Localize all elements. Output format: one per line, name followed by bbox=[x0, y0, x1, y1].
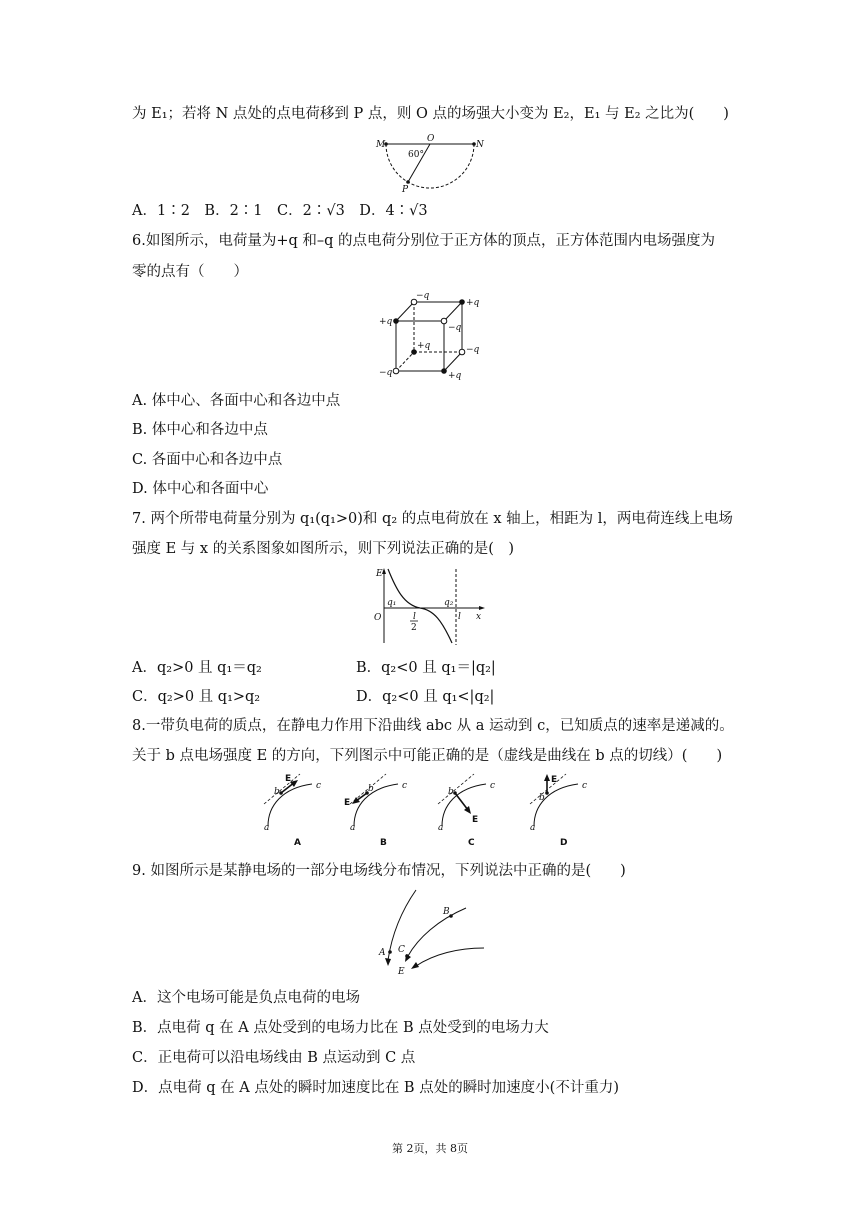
q5-label-p: P bbox=[402, 185, 409, 195]
q7-option-b: B．q₂<0 且 q₁＝|q₂| bbox=[356, 660, 496, 676]
q9-label-c: C bbox=[398, 945, 405, 955]
q6-charge-label-4: −q bbox=[448, 323, 462, 333]
q6-charge-label-3: +q bbox=[379, 317, 393, 327]
q9-option-b: B．点电荷 q 在 A 点处受到的电场力比在 B 点处受到的电场力大 bbox=[132, 1020, 549, 1036]
q8d-c-label: c bbox=[582, 781, 588, 791]
q7-graph-figure bbox=[370, 565, 490, 647]
q8-figure-a bbox=[254, 770, 338, 848]
q7-q2-label: q₂ bbox=[444, 598, 454, 608]
q6-charge-label-7: −q bbox=[379, 368, 393, 378]
q8c-c-label: c bbox=[490, 781, 496, 791]
q6-charge-label-1: −q bbox=[416, 291, 430, 301]
q7-axis-e-label: E bbox=[376, 569, 383, 579]
q7-option-d: D．q₂<0 且 q₁<|q₂| bbox=[356, 689, 495, 705]
q7-q1-label: q₁ bbox=[387, 598, 397, 608]
q6-stem-line1: 6.如图所示，电荷量为+q 和–q 的点电荷分别位于正方体的顶点，正方体范围内电场强度为 bbox=[132, 233, 716, 249]
q8c-b-label: b bbox=[448, 787, 454, 797]
q8a-e-label: E bbox=[285, 774, 292, 784]
q5-stem: 为 E₁；若将 N 点处的点电荷移到 P 点，则 O 点的场强大小变为 E₂，E₁ 与 E₂ 之比为( ) bbox=[132, 106, 729, 122]
q5-label-m: M bbox=[376, 140, 386, 150]
q6-charge-label-6: −q bbox=[466, 345, 480, 355]
q8a-c-label: c bbox=[316, 781, 322, 791]
q8a-a-label: a bbox=[264, 823, 270, 833]
q9-option-d: D．点电荷 q 在 A 点处的瞬时加速度比在 B 点处的瞬时加速度小(不计重力) bbox=[132, 1080, 620, 1096]
q8d-b-label: b bbox=[539, 793, 545, 803]
q7-x-label: x bbox=[476, 612, 482, 622]
q9-label-e: E bbox=[398, 967, 405, 977]
q5-figure bbox=[372, 132, 492, 194]
q8b-a-label: a bbox=[350, 823, 356, 833]
q7-half-den: 2 bbox=[411, 623, 417, 633]
q8-stem-line2: 关于 b 点电场强度 E 的方向，下列图示中可能正确的是（虚线是曲线在 b 点的切线）( ) bbox=[132, 748, 723, 764]
q8-stem-line1: 8.一带负电荷的质点，在静电力作用下沿曲线 abc 从 a 运动到 c，已知质点的速率是递减的。 bbox=[132, 718, 734, 734]
q8b-c-label: c bbox=[402, 781, 408, 791]
q7-option-a: A．q₂>0 且 q₁＝q₂ bbox=[132, 660, 262, 676]
q8d-e-label: E bbox=[551, 775, 558, 785]
q6-cube-figure bbox=[378, 290, 488, 382]
q7-origin-label: O bbox=[374, 613, 382, 623]
q9-option-c: C．正电荷可以沿电场线由 B 点运动到 C 点 bbox=[132, 1050, 416, 1066]
q8-option-a-label: A bbox=[294, 838, 301, 848]
q6-charge-label-8: +q bbox=[448, 371, 462, 381]
q8-figure-c bbox=[428, 770, 512, 848]
q5-options: A．1∶2 B．2∶1 C．2∶√3 D．4∶√3 bbox=[132, 203, 428, 219]
q8b-b-label: b bbox=[368, 784, 374, 794]
q7-half-num: l bbox=[413, 612, 416, 622]
q6-option-d: D. 体中心和各面中心 bbox=[132, 481, 269, 497]
q6-stem-line2: 零的点有（ ） bbox=[132, 264, 248, 280]
q7-option-c: C．q₂>0 且 q₁>q₂ bbox=[132, 689, 261, 705]
q6-charge-label-2: +q bbox=[466, 298, 480, 308]
q6-option-a: A. 体中心、各面中心和各边中点 bbox=[132, 393, 341, 409]
q9-label-b: B bbox=[443, 907, 450, 917]
q9-option-a: A．这个电场可能是负点电荷的电场 bbox=[132, 990, 360, 1006]
q8-figure-d bbox=[520, 770, 604, 848]
q8c-e-label: E bbox=[472, 815, 479, 825]
q8-option-c-label: C bbox=[468, 838, 475, 848]
q8-option-d-label: D bbox=[560, 838, 568, 848]
q5-label-o: O bbox=[427, 134, 435, 144]
q6-option-c: C. 各面中心和各边中点 bbox=[132, 452, 283, 468]
q8d-a-label: a bbox=[530, 823, 536, 833]
q8a-b-label: b bbox=[274, 787, 280, 797]
q8-figure-b bbox=[340, 770, 424, 848]
q9-stem: 9. 如图所示是某静电场的一部分电场线分布情况，下列说法中正确的是( ) bbox=[132, 863, 626, 879]
q7-l-label: l bbox=[458, 612, 461, 622]
q9-label-a: A bbox=[379, 948, 386, 958]
q7-stem-line2: 强度 E 与 x 的关系图象如图所示，则下列说法正确的是( ) bbox=[132, 541, 515, 557]
q8-option-b-label: B bbox=[380, 838, 387, 848]
q9-field-lines-figure bbox=[372, 886, 492, 980]
page-footer: 第 2页，共 8页 bbox=[392, 1142, 468, 1155]
q5-angle-label: 60° bbox=[408, 150, 424, 160]
q8c-a-label: a bbox=[438, 823, 444, 833]
q6-charge-label-5: +q bbox=[417, 341, 431, 351]
q6-option-b: B. 体中心和各边中点 bbox=[132, 422, 268, 438]
q7-stem-line1: 7. 两个所带电荷量分别为 q₁(q₁>0)和 q₂ 的点电荷放在 x 轴上，相距为 l，两电荷连线上电场 bbox=[132, 511, 733, 527]
q8b-e-label: E bbox=[344, 798, 351, 808]
q5-label-n: N bbox=[476, 140, 484, 150]
